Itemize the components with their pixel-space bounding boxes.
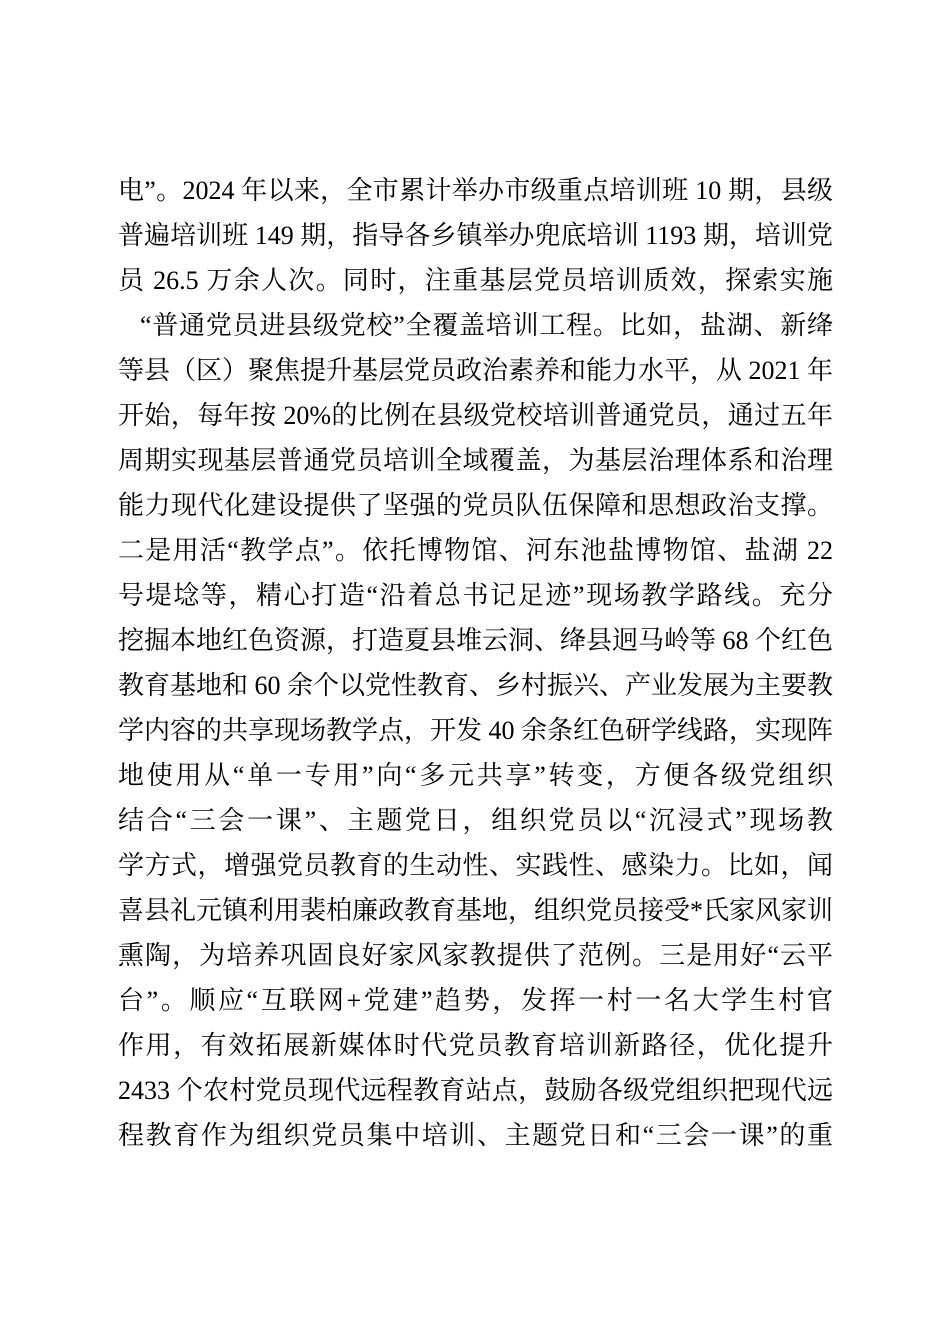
text-line: 学方式，增强党员教育的生动性、实践性、感染力。比如，闻 (118, 851, 833, 880)
text-line: 电”。2024 年以来，全市累计举办市级重点培训班 10 期，县级 (118, 176, 833, 205)
text-line: 2433 个农村党员现代远程教育站点，鼓励各级党组织把现代远 (118, 1076, 833, 1105)
text-line: 员 26.5 万余人次。同时，注重基层党员培训质效，探索实施 (118, 266, 833, 295)
text-line: 能力现代化建设提供了坚强的党员队伍保障和思想政治支撑。 (118, 491, 833, 520)
text-line: 号堤埝等，精心打造“沿着总书记足迹”现场教学路线。充分 (118, 581, 833, 610)
text-line: 结合“三会一课”、主题党日，组织党员以“沉浸式”现场教 (118, 806, 833, 835)
text-line: 等县（区）聚焦提升基层党员政治素养和能力水平，从 2021 年 (118, 356, 834, 385)
text-line: 挖掘本地红色资源，打造夏县堆云洞、绛县迥马岭等 68 个红色 (118, 626, 834, 655)
text-line: 作用，有效拓展新媒体时代党员教育培训新路径，优化提升 (118, 1031, 833, 1060)
text-line: 熏陶，为培养巩固良好家风家教提供了范例。三是用好“云平 (118, 941, 833, 970)
text-line: 开始，每年按 20%的比例在县级党校培训普通党员，通过五年 (118, 401, 833, 430)
text-line: 台”。顺应“互联网+党建”趋势，发挥一村一名大学生村官 (118, 986, 833, 1015)
text-line: 学内容的共享现场教学点，开发 40 余条红色研学线路，实现阵 (118, 716, 834, 745)
text-line: 喜县礼元镇利用裴柏廉政教育基地，组织党员接受*氏家风家训 (118, 896, 834, 925)
text-line: 教育基地和 60 余个以党性教育、乡村振兴、产业发展为主要教 (118, 671, 834, 700)
text-line: 周期实现基层普通党员培训全域覆盖，为基层治理体系和治理 (118, 446, 833, 475)
text-line: “普通党员进县级党校”全覆盖培训工程。比如，盐湖、新绛 (140, 311, 833, 340)
text-line: 普遍培训班 149 期，指导各乡镇举办兜底培训 1193 期，培训党 (118, 221, 833, 250)
text-line: 二是用活“教学点”。依托博物馆、河东池盐博物馆、盐湖 22 (118, 536, 833, 565)
text-line: 地使用从“单一专用”向“多元共享”转变，方便各级党组织 (118, 761, 833, 790)
text-line: 程教育作为组织党员集中培训、主题党日和“三会一课”的重 (118, 1121, 833, 1150)
body-text-block (118, 168, 833, 1158)
